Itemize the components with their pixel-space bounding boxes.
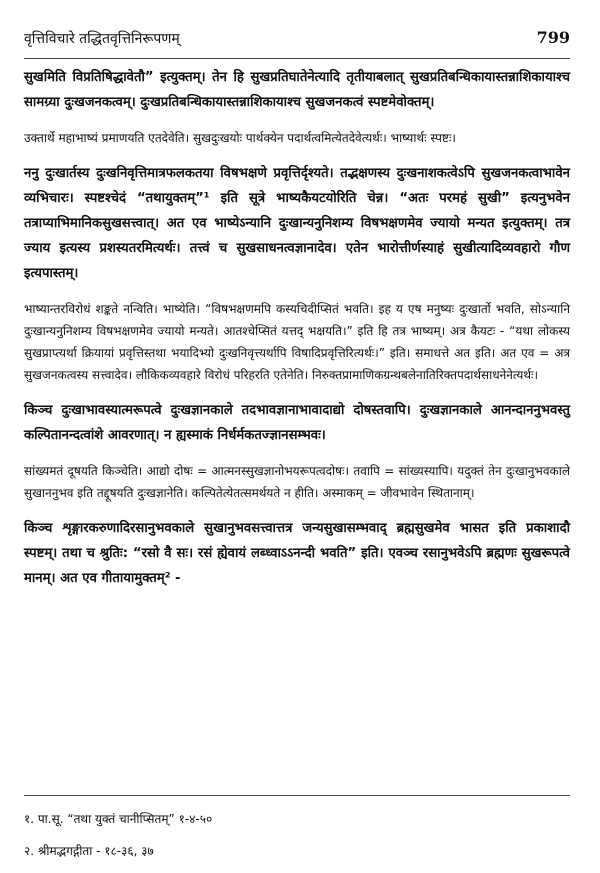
paragraph-1: सुखमिति विप्रतिषिद्धावेतौ” इत्युक्तम्। तेन हि सुखप्रतिघातेनेत्यादि तृतीयाबलात् सुखप्रतिबन्धिकायास्तन्नाशिकायाश्च सामग्र्या दुःखजनकत्वम्। दुःखप्रतिबन्धिकायास्तन्नाशिकायाश्च सुखजनकत्वं स्पष्टमेवोक्तम्। bbox=[24, 70, 570, 110]
paragraph-2: उक्तार्थे महाभाष्यं प्रमाणयति एतदेवेति। सुखदुःखयोः पार्थक्येन पदार्थत्वमित्येतदेवेत्यर्थः। भाष्यार्थः स्पष्टः। bbox=[24, 131, 456, 145]
page-number: 799 bbox=[536, 28, 570, 47]
footnote-1: १. पा.सू. “तथा युक्तं चानीप्सितम्” १-४-५० bbox=[24, 812, 213, 826]
paragraph-4: भाष्यान्तरविरोधं शङ्कते नन्विति। भाष्येति। “विषभक्षणमपि कस्यचिदीप्सितं भवति। इह य एष मनुष्यः दुःखार्तो भवति, सोऽन्यानि दुःखान्यनुनिशम्य विषभक्षणमेव ज्यायो मन्यते। आतश्चेप्सितं यत्तद् भक्षयति।” इति हि तत्र भाष्यम्। अत्र कैयटः - “यथा लोकस्य सुखप्राप्त्यर्था क्रियायां प्रवृत्तिस्तथा भयादिभ्यो दुःखनिवृत्त्यर्थापि विषादिप्रवृत्तिरित्यर्थः।” इति। समाधत्ते अत इति। अत एव = अत्र सुखजनकत्वस्य सत्त्वादेव। लौकिकव्यवहारे विरोधं परिहरति एतेनेति। निरुक्तप्रामाणिकग्रन्थबलेनातिरिक्तपदार्थसाधनेनेत्यर्थः। bbox=[24, 302, 570, 382]
footnote-divider bbox=[24, 795, 570, 796]
page-body bbox=[24, 65, 570, 591]
paragraph-7: किञ्च शृङ्गारकरुणादिरसानुभवकाले सुखानुभवसत्त्वात्तत्र जन्यसुखासम्भवाद् ब्रह्मसुखमेव भासत इति प्रकाशादौ स्पष्टम्। तथा च श्रुतिः: “रसो वै सः। रसं ह्येवायं लब्ध्वाऽऽनन्दी भवति” इति। एवञ्च रसानुभवेऽपि ब्रह्मणः सुखरूपत्वे मानम्। अत एव गीतायामुक्तम्² - bbox=[24, 521, 570, 586]
paragraph-6: सांख्यमतं दूषयति किञ्चेति। आद्यो दोषः = आत्मनस्सुखज्ञानोभयरूपत्वदोषः। तवापि = सांख्यस्यापि। यदुक्तं तेन दुःखानुभवकाले सुखाननुभव इति तद्दूषयति दुःखज्ञानेति। कल्पितेत्येतत्समर्थयते न हीति। अस्माकम् = जीवभावेन स्थितानाम्। bbox=[24, 464, 570, 500]
footnote-2: २. श्रीमद्भगद्गीता - १८-३६, ३७ bbox=[24, 844, 154, 858]
running-header bbox=[24, 28, 570, 59]
running-title: वृत्तिविचारे तद्धितवृत्तिनिरूपणम् bbox=[24, 31, 180, 47]
paragraph-5: किञ्च दुःखाभावस्यात्मरूपत्वे दुःखज्ञानकाले तदभावज्ञानाभावादाद्यो दोषस्तवापि। दुःखज्ञानकाले आनन्दाननुभवस्तु कल्पितानन्दत्वांशे आवरणात्। न ह्यस्माकं निर्धर्मकतज्ज्ञानसम्भवः। bbox=[24, 403, 570, 443]
paragraph-3: ननु दुःखार्तस्य दुःखनिवृत्तिमात्रफलकतया विषभक्षणे प्रवृत्तिर्दृश्यते। तद्भक्षणस्य दुःखनाशकत्वेऽपि सुखजनकत्वाभावेन व्यभिचारः। स्पष्टश्चेदं “तथायुक्तम्”¹ इति सूत्रे भाष्यकैयटयोरिति चेन्न। “अतः परमहं सुखी” इत्यनुभवेन तत्राप्याभिमानिकसुखसत्त्वात्। अत एव भाष्येऽन्यानि दुःखान्यनुनिशम्य विषभक्षणमेव ज्यायो मन्यत इत्युक्तम्। तत्र ज्याय इत्यस्य प्रशस्यतरमित्यर्थः। तत्त्वं च सुखसाधनत्वज्ञानादेव। एतेन भारोत्तीर्णस्याहं सुखीत्यादिव्यवहारो गौण इत्यपास्तम्। bbox=[24, 166, 570, 281]
